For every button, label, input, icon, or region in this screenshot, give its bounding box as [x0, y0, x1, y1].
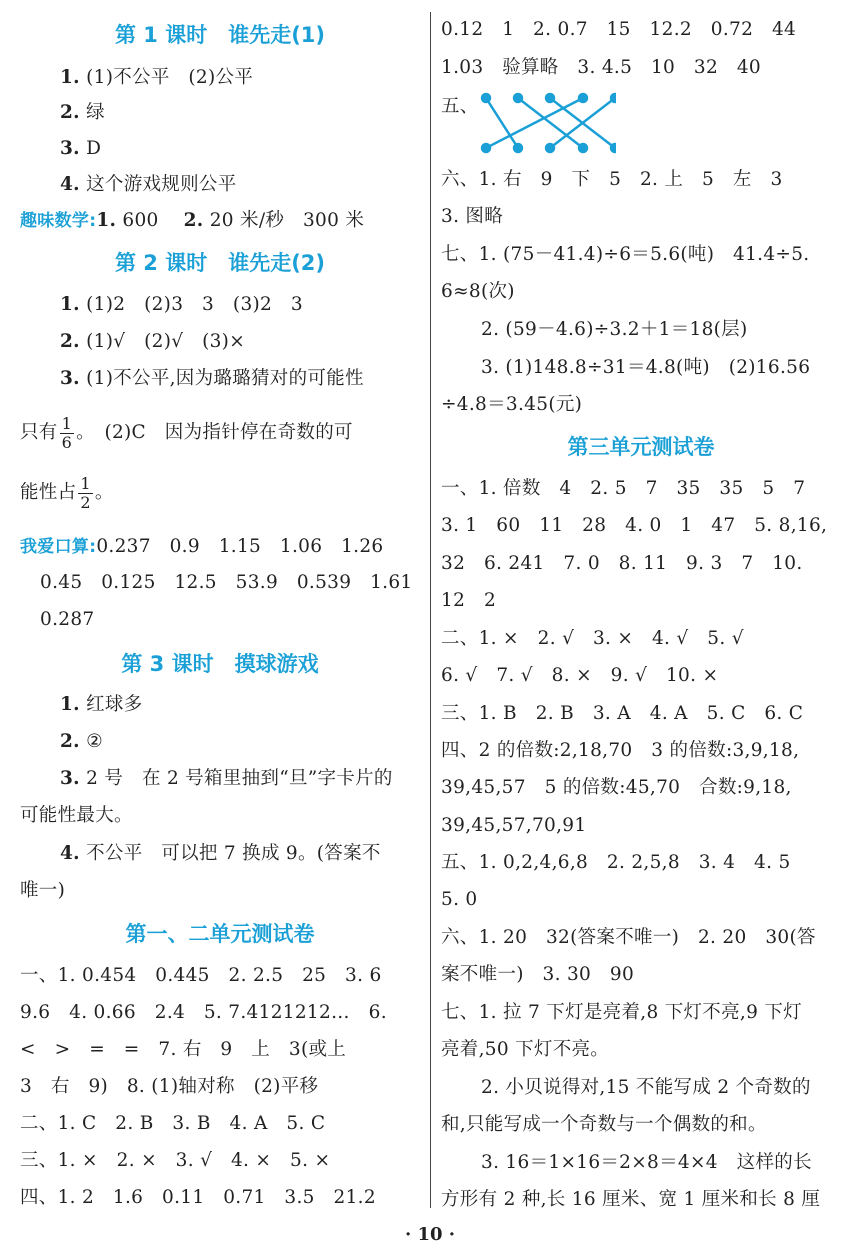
match-dot [579, 144, 587, 152]
test-line: 方形有 2 种,长 16 厘米、宽 1 厘米和长 8 厘 [441, 1189, 821, 1210]
test-line: 二、1. C 2. B 3. B 4. A 5. C [20, 1113, 326, 1134]
lesson-1-heading: 第 1 课时 谁先走(1) [114, 23, 326, 47]
oral-calc-line: 0.287 [40, 609, 95, 630]
test-line: 39,45,57,70,91 [441, 815, 587, 836]
test-line: 5. 0 [441, 889, 478, 910]
test-line: 七、1. 拉 7 下灯是亮着,8 下灯不亮,9 下灯 [441, 1002, 802, 1023]
matching-diagram [476, 88, 616, 158]
test-line: 二、1. × 2. √ 3. × 4. √ 5. √ [441, 628, 744, 649]
test-line: 案不唯一) 3. 30 90 [441, 964, 635, 985]
answer-line: 能性占 $\frac{1}{2}$ 。 [20, 473, 114, 512]
oral-calc-line: 0.45 0.125 12.5 53.9 0.539 1.61 [40, 572, 413, 593]
answer-line: 1. 红球多 [60, 694, 143, 715]
answer-line: 2. (1)√ (2)√ (3)× [60, 331, 246, 352]
test-line: 32 6. 241 7. 0 8. 11 9. 3 7 10. [441, 553, 803, 574]
answer-line: 2. 绿 [60, 102, 105, 123]
page-number: · 10 · [404, 1224, 456, 1245]
test-line: 12 2 [441, 590, 497, 611]
unit-1-2-test-heading: 第一、二单元测试卷 [125, 922, 315, 946]
test-line: < > = = 7. 右 9 上 3(或上 [20, 1039, 347, 1060]
match-dot [611, 144, 616, 152]
test-line: ÷4.8＝3.45(元) [441, 394, 583, 415]
test-line: 五、1. 0,2,4,6,8 2. 2,5,8 3. 4 4. 5 [441, 852, 791, 873]
match-dot [611, 94, 616, 102]
match-dot [514, 94, 522, 102]
fraction-one-half: $\frac{1}{2}$ [80, 473, 91, 512]
test-line: 3. 16＝1×16＝2×8＝4×4 这样的长 [481, 1152, 812, 1173]
test-line: 39,45,57 5 的倍数:45,70 合数:9,18, [441, 777, 792, 798]
test-line: 1.03 验算略 3. 4.5 10 32 40 [441, 57, 761, 78]
test-line: 2. 小贝说得对,15 不能写成 2 个奇数的 [481, 1077, 811, 1098]
match-dot [482, 94, 490, 102]
column-divider [430, 12, 431, 1208]
test-line: 六、1. 20 32(答案不唯一) 2. 20 30(答 [441, 927, 816, 948]
oral-calc-label: 我爱口算: [20, 537, 97, 557]
test-line: 七、1. (75－41.4)÷6＝5.6(吨) 41.4÷5. [441, 244, 810, 265]
matching-label: 五、 [441, 96, 479, 117]
fun-math-label: 趣味数学: [20, 211, 97, 231]
test-line: 六、1. 右 9 下 5 2. 上 5 左 3 [441, 169, 783, 190]
answer-line: 3. D [60, 138, 102, 159]
answer-line: 2. ② [60, 731, 103, 752]
answer-line: 只有 $\frac{1}{6}$ 。 (2)C 因为指针停在奇数的可 [20, 413, 353, 452]
test-line: 四、1. 2 1.6 0.11 0.71 3.5 21.2 [20, 1187, 376, 1208]
match-dot [546, 144, 554, 152]
match-dot [579, 94, 587, 102]
fraction-one-sixth: $\frac{1}{6}$ [61, 413, 73, 452]
match-dot [482, 144, 490, 152]
answer-line: 4. 不公平 可以把 7 换成 9。(答案不 [60, 843, 381, 864]
test-line: 亮着,50 下灯不亮。 [441, 1039, 610, 1060]
answer-line: 1. (1)不公平 (2)公平 [60, 67, 254, 88]
fun-math-line: 趣味数学:1. 600 2. 20 米/秒 300 米 [20, 210, 365, 231]
answer-line: 唯一) [20, 880, 66, 901]
lesson-3-heading: 第 3 课时 摸球游戏 [121, 652, 319, 676]
test-line: 和,只能写成一个奇数与一个偶数的和。 [441, 1114, 767, 1135]
test-line: 一、1. 0.454 0.445 2. 2.5 25 3. 6 [20, 965, 382, 986]
match-line [518, 98, 583, 148]
oral-calc-line: 我爱口算:0.237 0.9 1.15 1.06 1.26 [20, 536, 384, 557]
test-line: 3. 1 60 11 28 4. 0 1 47 5. 8,16, [441, 515, 828, 536]
test-line: 三、1. B 2. B 3. A 4. A 5. C 6. C [441, 703, 804, 724]
test-line: 三、1. × 2. × 3. √ 4. × 5. × [20, 1150, 331, 1171]
test-line: 四、2 的倍数:2,18,70 3 的倍数:3,9,18, [441, 740, 800, 761]
answer-line: 4. 这个游戏规则公平 [60, 174, 237, 195]
test-line: 2. (59－4.6)÷3.2＋1＝18(层) [481, 319, 748, 340]
answer-line: 可能性最大。 [20, 805, 133, 826]
match-dot [514, 144, 522, 152]
lesson-2-heading: 第 2 课时 谁先走(2) [114, 251, 326, 275]
unit-3-test-heading: 第三单元测试卷 [567, 435, 715, 459]
answer-line: 3. 2 号 在 2 号箱里抽到“旦”字卡片的 [60, 768, 393, 789]
answer-line: 3. (1)不公平,因为璐璐猜对的可能性 [60, 368, 364, 389]
test-line: 3. 图略 [441, 206, 504, 227]
answer-line: 1. (1)2 (2)3 3 (3)2 3 [60, 294, 303, 315]
test-line: 3. (1)148.8÷31＝4.8(吨) (2)16.56 [481, 357, 811, 378]
test-line: 一、1. 倍数 4 2. 5 7 35 35 5 7 [441, 478, 806, 499]
test-line: 6≈8(次) [441, 281, 515, 302]
test-line: 9.6 4. 0.66 2.4 5. 7.4121212… 6. [20, 1002, 387, 1023]
test-line: 3 右 9) 8. (1)轴对称 (2)平移 [20, 1076, 319, 1097]
test-line: 0.12 1 2. 0.7 15 12.2 0.72 44 [441, 19, 797, 40]
test-line: 6. √ 7. √ 8. × 9. √ 10. × [441, 665, 719, 686]
match-dot [546, 94, 554, 102]
